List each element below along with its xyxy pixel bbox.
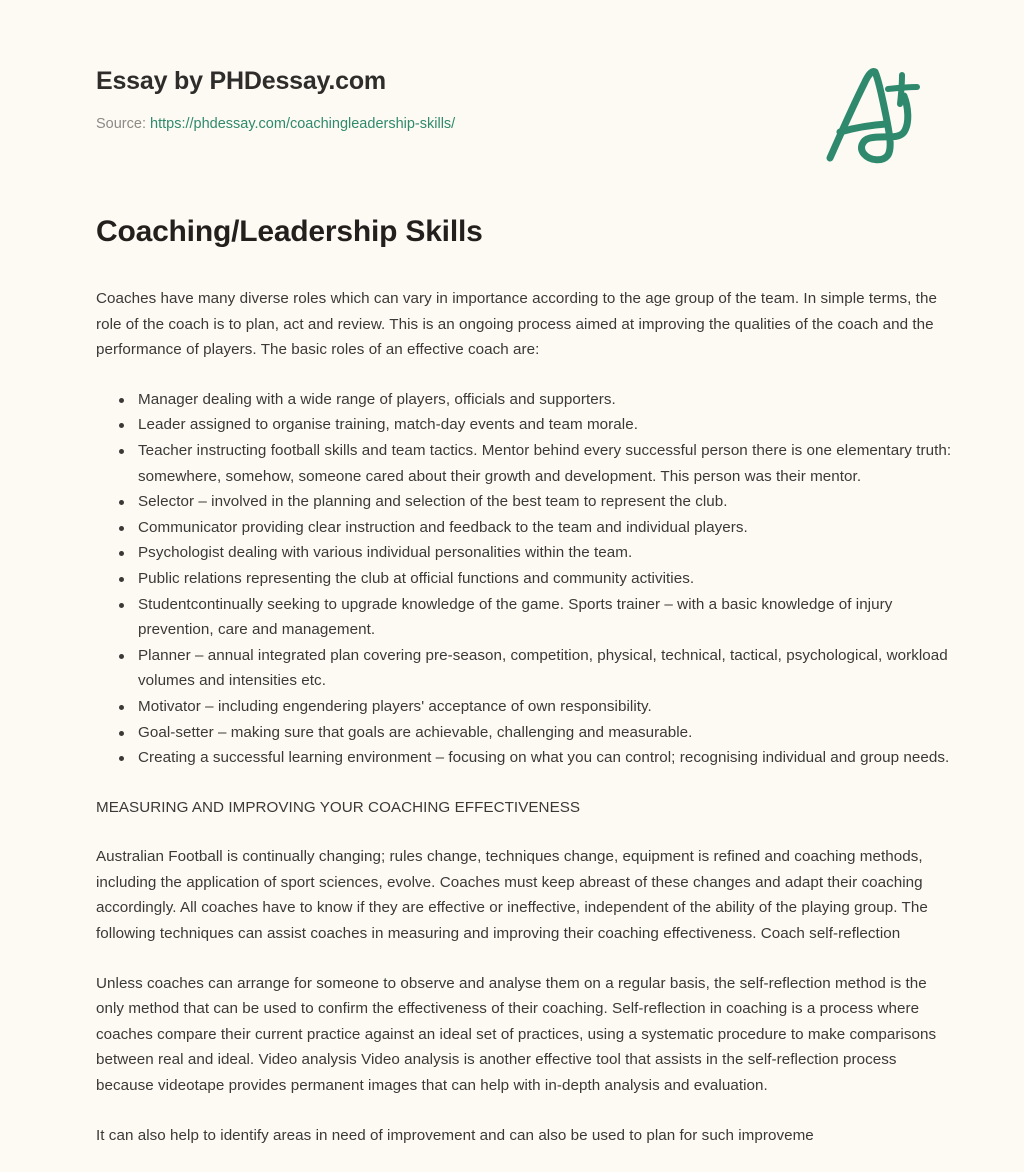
- source-label: Source:: [96, 115, 146, 132]
- a-plus-logo: [818, 62, 930, 166]
- page-header: [96, 68, 928, 133]
- list-item: Public relations representing the club at official functions and community activities.: [138, 566, 956, 592]
- paragraph-australian-football: Australian Football is continually changing; rules change, techniques change, equipment is refined and coaching methods, including the application of sport sciences, evolve. Coaches must keep abreast of these changes and adapt their coaching accordingly. All coaches have to know if they are effective or ineffective, independent of the ability of the playing group. The following techniques can assist coaches in measuring and improving their coaching effectiveness. Coach self-reflection: [96, 848, 928, 943]
- section-heading: MEASURING AND IMPROVING YOUR COACHING EFFECTIVENESS: [96, 798, 581, 816]
- list-item: Psychologist dealing with various individual personalities within the team.: [138, 540, 956, 566]
- intro-paragraph: Coaches have many diverse roles which can vary in importance according to the age group of the team. In simple terms, the role of the coach is to plan, act and review. This is an ongoing process aimed at improving the qualities of the coach and the performance of players. The basic roles of an effective coach are:: [96, 290, 937, 359]
- list-item: Selector – involved in the planning and selection of the best team to represent the club.: [138, 489, 956, 515]
- list-item: Motivator – including engendering players' acceptance of own responsibility.: [138, 694, 956, 720]
- source-url-link[interactable]: https://phdessay.com/coachingleadership-skills/: [150, 115, 456, 132]
- coach-roles-list: [96, 387, 956, 771]
- document-body: [96, 214, 956, 1172]
- list-item: Studentcontinually seeking to upgrade knowledge of the game. Sports trainer – with a basic knowledge of injury prevention, care and management.: [138, 592, 956, 643]
- list-item: Leader assigned to organise training, match-day events and team morale.: [138, 412, 956, 438]
- list-item: Creating a successful learning environment – focusing on what you can control; recognising individual and group needs.: [138, 745, 956, 771]
- brand-title: Essay by PHDessay.com: [96, 67, 386, 95]
- paragraph-truncated-tail: It can also help to identify areas in need of improvement and can also be used to plan for such improveme: [96, 1126, 814, 1144]
- list-item: Communicator providing clear instruction and feedback to the team and individual players.: [138, 515, 956, 541]
- list-item: Manager dealing with a wide range of players, officials and supporters.: [138, 387, 956, 413]
- source-line: [96, 115, 928, 134]
- page-title: Coaching/Leadership Skills: [96, 215, 483, 248]
- list-item: Goal-setter – making sure that goals are achievable, challenging and measurable.: [138, 720, 956, 746]
- paragraph-self-reflection: Unless coaches can arrange for someone to observe and analyse them on a regular basis, the self-reflection method is the only method that can be used to confirm the effectiveness of their coaching. Self-reflection in coaching is a process where coaches compare their current practice against an ideal set of practices, using a systematic procedure to make comparisons between real and ideal. Video analysis Video analysis is another effective tool that assists in the self-reflection process because videotape provides permanent images that can help with in-depth analysis and evaluation.: [96, 974, 937, 1095]
- list-item: Teacher instructing football skills and team tactics. Mentor behind every successful person there is one elementary truth: somewhere, somehow, someone cared about their growth and development. This person was their mentor.: [138, 438, 956, 489]
- list-item: Planner – annual integrated plan covering pre-season, competition, physical, technical, tactical, psychological, workload volumes and intensities etc.: [138, 643, 956, 694]
